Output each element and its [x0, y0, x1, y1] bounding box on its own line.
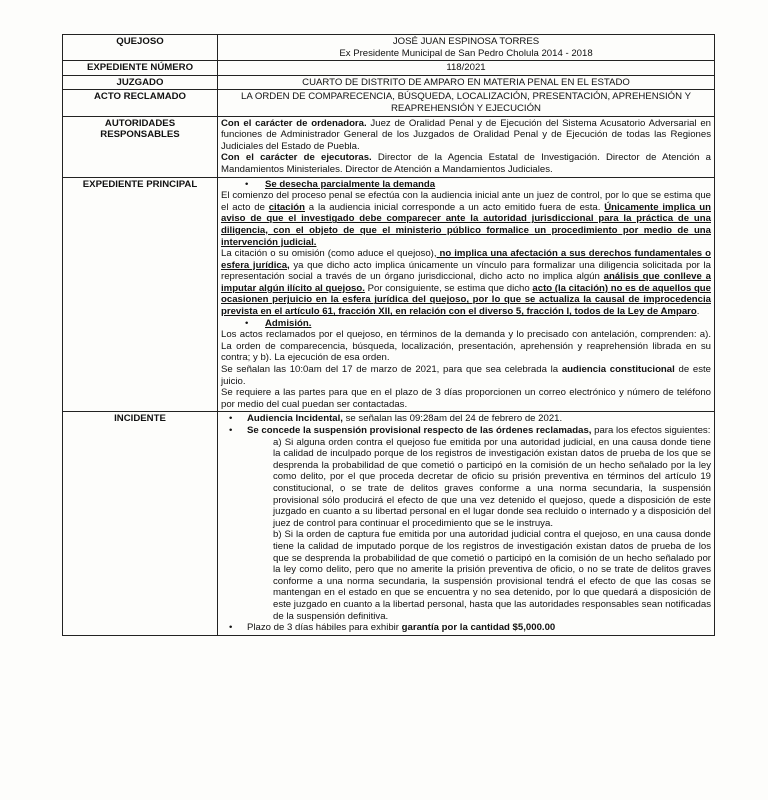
list-item — [221, 425, 711, 622]
ordenadora-label: Con el carácter de ordenadora. — [221, 117, 367, 129]
ejecutoras-label: Con el carácter de ejecutoras. — [221, 152, 372, 164]
bullet-admision: Admisión. — [265, 317, 312, 329]
incidente-suspension-text: para los efectos siguientes: — [591, 425, 711, 436]
quejoso-role: Ex Presidente Municipal de San Pedro Cholula 2014 - 2018 — [339, 47, 593, 59]
p2-text: La citación o su omisión (como aduce el quejoso), — [221, 248, 437, 260]
p1-highlight: Únicamente implica un aviso de que el investigado debe comparecer ante la autoridad jurisdiccional para la práctica de una diligencia, con el objeto de que el ministerio público formalice un procedimiento por medio de una intervención judicial. — [221, 201, 711, 248]
case-summary-table — [62, 34, 715, 636]
bullet-icon: • — [229, 425, 233, 436]
list-item — [221, 318, 711, 330]
row-juzgado — [63, 75, 715, 90]
p1-text-2: a la audiencia inicial corresponde a un acto emitido fuera de esta. — [304, 201, 605, 213]
p2-text-3: Por consiguiente, se estima que dicho — [364, 282, 533, 294]
principal-paragraph-3: Los actos reclamados por el quejoso, en términos de la demanda y lo precisado con antelación, comprenden: a). La orden de comparecencia, búsqueda, localización, presentación, aprehensión y reaprehensión librada en su contra; y b). La ejecución de esa orden. — [221, 329, 711, 364]
incidente-paragraph-b: b) Si la orden de captura fue emitida por una autoridad judicial contra el quejoso, en una causa donde tiene la calidad de imputado porque de los registros de investigación existan datos de prueba de los que se desprenda la probabilidad de que cometió o participó en la comisión de un hecho señalado por la ley como delito, pero que no amerite la prisión preventiva de oficio, o no se trate de delitos graves conforme a una norma secundaria, la suspensión provisional tendrá el efecto de que las cosas se mantengan en el estado en que se encuentra y no sea detenido, por lo que quedará a disposición de este juzgado en cuanto a la libertad personal, hasta que las autoridades responsables sean notificadas de la suspensión definitiva. — [273, 529, 711, 622]
label-juzgado: JUZGADO — [63, 75, 218, 90]
row-quejoso — [63, 35, 715, 61]
ejecutoras-paragraph — [221, 152, 711, 175]
incidente-audiencia-label: Audiencia Incidental, — [247, 413, 343, 425]
principal-paragraph-5: Se requiere a las partes para que en el plazo de 3 días proporcionen un correo electrónico y número de teléfono por medio del cual puedan ser contactadas. — [221, 387, 711, 410]
p4-audiencia: audiencia constitucional — [561, 364, 675, 376]
p2-text-4: . — [696, 306, 700, 318]
principal-bullet-list-1 — [221, 179, 711, 191]
label-autoridades: AUTORIDADES RESPONSABLES — [63, 116, 218, 177]
ordenadora-paragraph — [221, 118, 711, 153]
bullet-icon: • — [245, 178, 249, 190]
bullet-icon: • — [229, 622, 233, 634]
incidente-garantia: garantía por la cantidad $5,000.00 — [401, 622, 556, 634]
p2-highlight-2: análisis que conlleve a imputar algún ilícito al quejoso. — [221, 271, 711, 294]
principal-bullet-list-2 — [221, 318, 711, 330]
incidente-bullet-list — [221, 413, 711, 633]
value-acto: LA ORDEN DE COMPARECENCIA, BÚSQUEDA, LOCALIZACIÓN, PRESENTACIÓN, APREHENSIÓN Y REAPREHENSIÓN Y EJECUCIÓN — [218, 90, 715, 116]
principal-paragraph-2 — [221, 248, 711, 318]
row-autoridades — [63, 116, 715, 177]
row-acto — [63, 90, 715, 116]
ejecutoras-text: Director de la Agencia Estatal de Investigación. Director de Atención a Mandamientos Ministeriales. Director de Atención a Mandamientos Judiciales. — [221, 152, 711, 175]
p2-text-2: ya que dicho acto implica únicamente un vínculo para formalizar una diligencia solicitada por la representación social a través de un órgano jurisdiccional, dicho acto no implica algún — [221, 259, 711, 283]
p4-text: Se señalan las 10:0am del 17 de marzo de 2021, para que sea celebrada la — [221, 364, 562, 376]
p2-highlight-1: no implica una afectación a sus derechos fundamentales o esfera jurídica, — [221, 248, 711, 271]
incidente-audiencia-text: se señalan las 09:28am del 24 de febrero de 2021. — [342, 413, 563, 425]
list-item — [221, 622, 711, 634]
label-incidente: INCIDENTE — [63, 412, 218, 635]
list-item — [221, 179, 711, 191]
incidente-suspension-label: Se concede la suspensión provisional respecto de las órdenes reclamadas, — [247, 425, 592, 436]
value-incidente — [218, 412, 715, 635]
p1-citacion: citación — [268, 201, 305, 213]
value-juzgado: CUARTO DE DISTRITO DE AMPARO EN MATERIA PENAL EN EL ESTADO — [218, 75, 715, 90]
row-incidente — [63, 412, 715, 635]
p2-highlight-3: acto (la citación) no es de aquellos que ocasionen perjuicio en la esfera jurídica del quejoso, por lo que se actualiza la causal de improcedencia prevista en el artículo 61, fracción XII, en relación con el diverso 5, fracción I, todos de la Ley de Amparo — [221, 282, 712, 318]
value-autoridades — [218, 116, 715, 177]
bullet-icon: • — [245, 317, 249, 329]
list-item — [221, 413, 711, 425]
label-principal: EXPEDIENTE PRINCIPAL — [63, 177, 218, 412]
incidente-plazo-text: Plazo de 3 días hábiles para exhibir — [247, 622, 402, 634]
quejoso-name: JOSÉ JUAN ESPINOSA TORRES — [392, 36, 540, 47]
principal-paragraph-1 — [221, 190, 711, 248]
row-expediente — [63, 61, 715, 76]
p1-text: El comienzo del proceso penal se efectúa con la audiencia inicial ante un juez de control, por lo que se estima que el acto de — [221, 190, 711, 213]
label-acto: ACTO RECLAMADO — [63, 90, 218, 116]
label-quejoso: QUEJOSO — [63, 35, 218, 61]
incidente-paragraph-a: a) Si alguna orden contra el quejoso fue emitida por una autoridad judicial, en una causa donde tiene la calidad de inculpado porque de los registros de investigación existan datos de prueba de los que se desprenda la probabilidad de que cometió o participó en la comisión de un hecho señalado por la ley como delito, por el que proceda decretar de oficio su prisión preventiva en términos del artículo 19 constitucional, o se trate de delitos graves conforme a una norma secundaria, la suspensión provisional sólo producirá el efecto de que una vez detenido el quejoso, quede a disposición de este juzgado en cuanto a su libertad personal en el lugar donde sea recluido o internado y a disposición del juez de control para continuar el procedimiento que se le instruya. — [273, 436, 711, 529]
bullet-desecha: Se desecha parcialmente la demanda — [265, 178, 436, 190]
value-principal — [218, 177, 715, 412]
ordenadora-text: Juez de Oralidad Penal y de Ejecución del Sistema Acusatorio Adversarial en funciones de Administrador General de los Juzgados de Oralidad Penal y de Ejecución de todas las Regiones Judiciales del Estado de Puebla. — [221, 117, 711, 152]
row-principal — [63, 177, 715, 412]
p4-text-2: de este juicio. — [221, 364, 711, 387]
value-expediente: 118/2021 — [218, 61, 715, 76]
principal-paragraph-4 — [221, 364, 711, 387]
bullet-icon: • — [229, 413, 233, 425]
label-expediente: EXPEDIENTE NÚMERO — [63, 61, 218, 76]
value-quejoso — [218, 35, 715, 61]
